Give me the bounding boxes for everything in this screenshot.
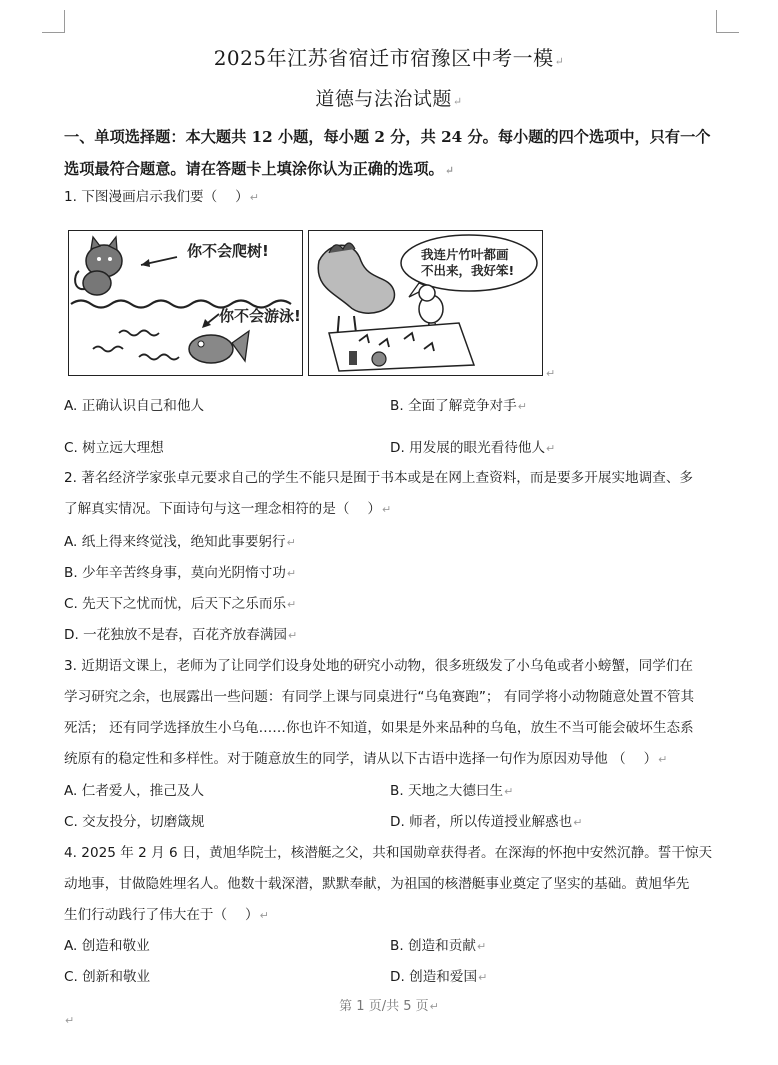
cartoon-right-panel — [308, 230, 543, 376]
question-1-option-a: A. 正确认识自己和他人 — [64, 398, 205, 414]
question-3-stem-line-2: 学习研究之余，也展露出一些问题：有同学上课与同桌进行“乌龟赛跑”； 有同学将小动物随意处置不管其 — [64, 689, 695, 705]
document-subtitle: 道德与法治试题↵ — [315, 88, 463, 110]
question-4-stem-line-2: 动地事，甘做隐姓埋名人。他数十载深潜，默默奉献，为祖国的核潜艇事业奠定了坚实的基础。黄旭华先 — [64, 876, 690, 892]
question-2-option-d: D. 一花独放不是春，百花齐放春满园↵ — [64, 627, 298, 643]
question-2-option-b: B. 少年辛苦终身事，莫向光阴惰寸功↵ — [64, 565, 297, 581]
question-4-option-d: D. 创造和爱国↵ — [390, 969, 488, 985]
question-4-option-b: B. 创造和贡献↵ — [390, 938, 487, 954]
question-3-option-d: D. 师者，所以传道授业解惑也↵ — [390, 814, 583, 830]
question-1-option-c: C. 树立远大理想 — [64, 440, 164, 456]
question-3-option-c: C. 交友投分，切磨箴规 — [64, 814, 205, 830]
question-2-option-a: A. 纸上得来终觉浅，绝知此事要躬行↵ — [64, 534, 296, 550]
question-4-option-a: A. 创造和敬业 — [64, 938, 150, 954]
question-4-stem-line-3: 生们行动践行了伟大在于（ ）↵ — [64, 907, 269, 923]
page-footer: 第 1 页/共 5 页↵ — [339, 999, 439, 1014]
question-3-option-a: A. 仁者爱人，推己及人 — [64, 783, 205, 799]
question-1-stem: 1. 下图漫画启示我们要（ ）↵ — [64, 189, 259, 205]
cartoon-caption-climb: 你不会爬树! — [187, 242, 269, 260]
question-3-stem-line-4: 统原有的稳定性和多样性。对于随意放生的同学，请从以下古语中选择一句作为原因劝导他 （ ）↵ — [64, 751, 668, 767]
end-paragraph-mark: ↵ — [65, 1014, 75, 1027]
image-paragraph-mark: ↵ — [546, 367, 556, 380]
document-title: 2025年江苏省宿迁市宿豫区中考一模↵ — [213, 46, 565, 70]
question-4-stem-line-1: 4. 2025 年 2 月 6 日，黄旭华院士，核潜艇之父，共和国勋章获得者。在深海的怀抱中安然沉静。誓干惊天 — [64, 845, 713, 861]
cartoon-caption-swim: 你不会游泳! — [219, 307, 301, 325]
question-2-stem-line-2: 了解真实情况。下面诗句与这一理念相符的是（ ）↵ — [64, 501, 392, 517]
question-3-stem-line-3: 死活； 还有同学选择放生小乌龟……你也许不知道，如果是外来品种的乌龟，放生不当可能会破坏生态系 — [64, 720, 694, 736]
question-2-stem-line-1: 2. 著名经济学家张卓元要求自己的学生不能只是囿于书本或是在网上查资料，而是要多开展实地调查、多 — [64, 470, 694, 486]
cartoon-bubble-line-2: 不出来，我好笨! — [421, 263, 515, 278]
question-4-option-c: C. 创新和敬业 — [64, 969, 151, 985]
cartoon-left-panel — [68, 230, 303, 376]
crop-mark-top-left — [42, 10, 65, 33]
question-1-option-d: D. 用发展的眼光看待他人↵ — [390, 440, 556, 456]
question-3-option-b: B. 天地之大德曰生↵ — [390, 783, 514, 799]
crop-mark-top-right — [716, 10, 739, 33]
question-1-option-b: B. 全面了解竞争对手↵ — [390, 398, 527, 414]
cartoon-bubble-line-1: 我连片竹叶都画 — [421, 247, 509, 262]
section-heading: 一、单项选择题：本大题共 12 小题，每小题 2 分，共 24 分。每小题的四个选项中，只有一个选项最符合题意。请在答题卡上填涂你认为正确的选项。↵ — [64, 128, 711, 178]
question-2-option-c: C. 先天下之忧而忧，后天下之乐而乐↵ — [64, 596, 297, 612]
question-3-stem-line-1: 3. 近期语文课上，老师为了让同学们设身处地的研究小动物，很多班级发了小乌龟或者小螃蟹，同学们在 — [64, 658, 694, 674]
